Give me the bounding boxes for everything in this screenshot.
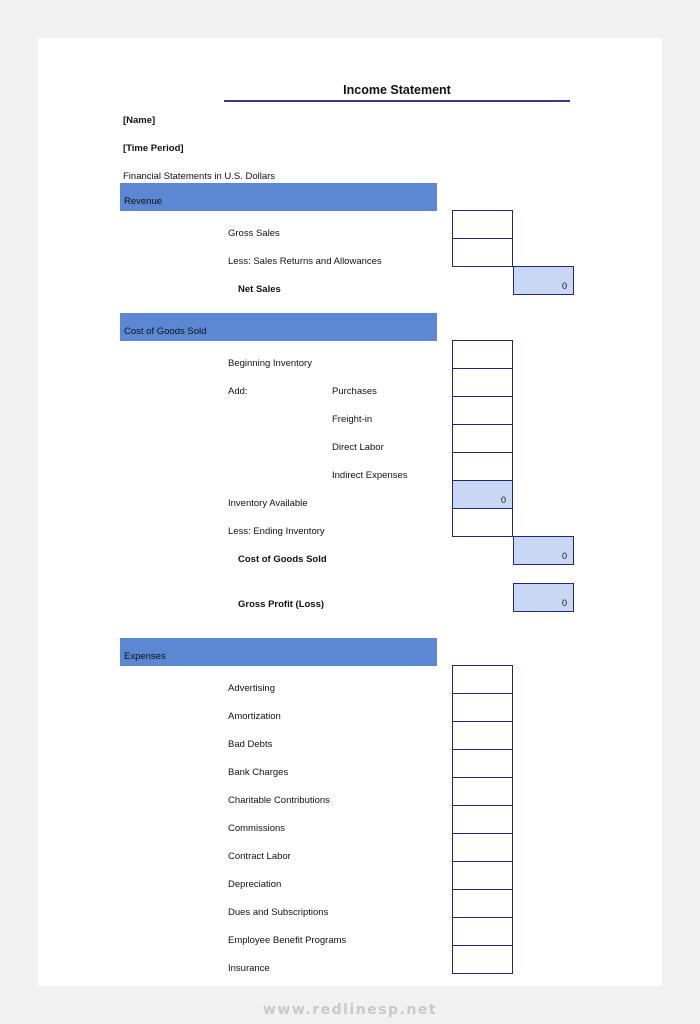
purchases-cell[interactable]	[452, 368, 513, 397]
section-header-revenue	[120, 183, 437, 211]
expense-cell-contract-labor[interactable]	[452, 833, 513, 862]
section-header-expenses	[120, 638, 437, 666]
beginning-inventory-cell[interactable]	[452, 340, 513, 369]
expense-label-employee-benefit-programs: Employee Benefit Programs	[228, 935, 347, 946]
expense-cell-employee-benefit-programs[interactable]	[452, 917, 513, 946]
section-header-label: Expenses	[124, 651, 166, 662]
expense-label-depreciation: Depreciation	[228, 879, 282, 890]
returns-cell[interactable]	[452, 238, 513, 267]
expense-label-commissions: Commissions	[228, 823, 286, 834]
cogs-total-cell[interactable]: 0	[513, 536, 574, 565]
expense-cell-depreciation[interactable]	[452, 861, 513, 890]
inventory-available-cell[interactable]: 0	[452, 480, 513, 509]
expense-label-amortization: Amortization	[228, 711, 281, 722]
time-period: [Time Period]	[123, 143, 184, 154]
watermark: www.redlinesp.net	[262, 1002, 438, 1018]
indirect-expenses-label: Indirect Expenses	[332, 470, 408, 481]
direct-labor-cell[interactable]	[452, 424, 513, 453]
expense-cell-amortization[interactable]	[452, 693, 513, 722]
net-sales-label: Net Sales	[238, 284, 281, 295]
gross-profit-label: Gross Profit (Loss)	[238, 599, 325, 610]
expense-cell-commissions[interactable]	[452, 805, 513, 834]
purchases-label: Purchases	[332, 386, 377, 397]
expense-label-bad-debts: Bad Debts	[228, 739, 273, 750]
direct-labor-label: Direct Labor	[332, 442, 384, 453]
returns-label: Less: Sales Returns and Allowances	[228, 256, 382, 267]
expense-cell-dues-and-subscriptions[interactable]	[452, 889, 513, 918]
expense-cell-bad-debts[interactable]	[452, 721, 513, 750]
ending-inventory-label: Less: Ending Inventory	[228, 526, 325, 537]
income-statement-sheet	[38, 38, 662, 986]
section-header-label: Revenue	[124, 196, 163, 207]
freight-in-cell[interactable]	[452, 396, 513, 425]
expense-label-charitable-contributions: Charitable Contributions	[228, 795, 330, 806]
cogs-total-label: Cost of Goods Sold	[238, 554, 327, 565]
company-name: [Name]	[123, 115, 156, 126]
expense-cell-insurance[interactable]	[452, 945, 513, 974]
expense-label-insurance: Insurance	[228, 963, 270, 974]
statement-subtitle: Financial Statements in U.S. Dollars	[123, 171, 276, 182]
page-title: Income Statement	[224, 82, 570, 102]
ending-inventory-cell[interactable]	[452, 508, 513, 537]
inventory-available-label: Inventory Available	[228, 498, 308, 509]
indirect-expenses-cell[interactable]	[452, 452, 513, 481]
expense-label-contract-labor: Contract Labor	[228, 851, 291, 862]
section-header-label: Cost of Goods Sold	[124, 326, 207, 337]
gross-sales-label: Gross Sales	[228, 228, 280, 239]
gross-sales-cell[interactable]	[452, 210, 513, 239]
expense-cell-bank-charges[interactable]	[452, 749, 513, 778]
expense-cell-charitable-contributions[interactable]	[452, 777, 513, 806]
expense-label-bank-charges: Bank Charges	[228, 767, 289, 778]
expense-label-dues-and-subscriptions: Dues and Subscriptions	[228, 907, 329, 918]
net-sales-cell[interactable]: 0	[513, 266, 574, 295]
section-header-cogs	[120, 313, 437, 341]
freight-in-label: Freight-in	[332, 414, 373, 425]
add-label: Add:	[228, 386, 248, 397]
beginning-inventory-label: Beginning Inventory	[228, 358, 312, 369]
expense-cell-advertising[interactable]	[452, 665, 513, 694]
gross-profit-cell[interactable]: 0	[513, 583, 574, 612]
expense-label-advertising: Advertising	[228, 683, 275, 694]
